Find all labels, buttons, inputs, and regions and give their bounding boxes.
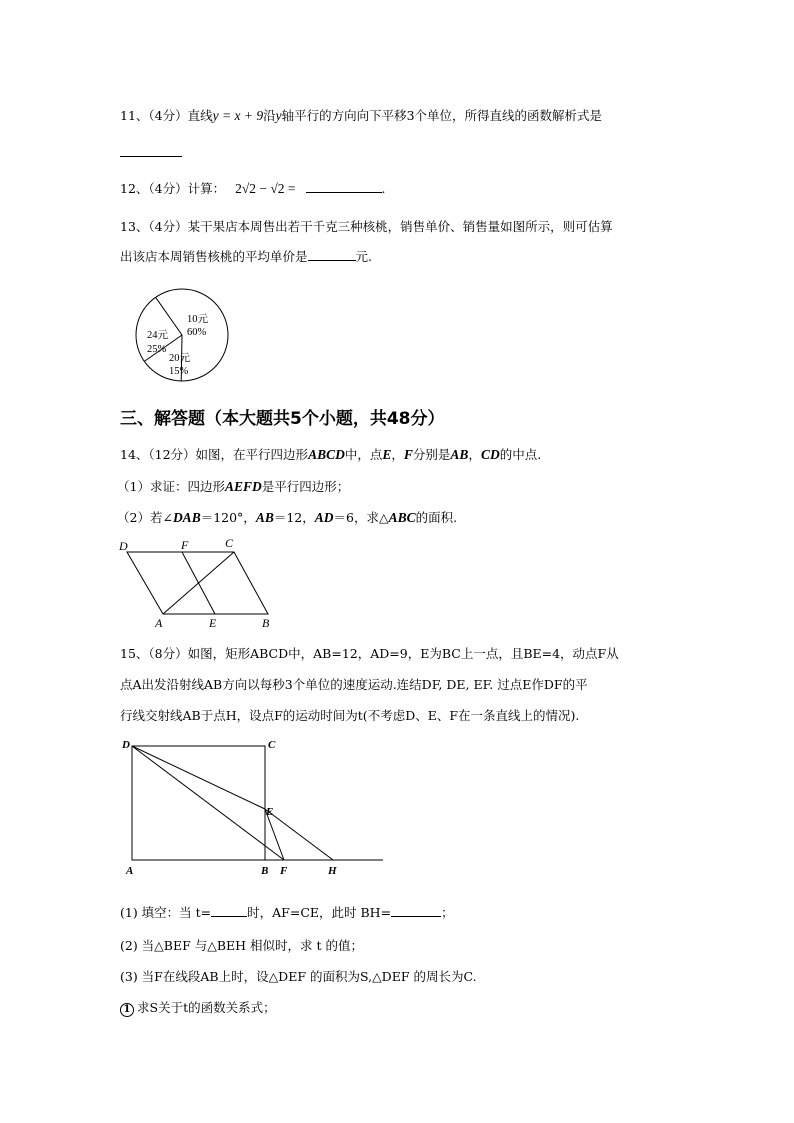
q15-s1-c: ； bbox=[441, 905, 454, 920]
q15-t-blank bbox=[211, 904, 247, 917]
slice-20-price: 20元 bbox=[169, 353, 190, 364]
segment-de bbox=[132, 746, 265, 809]
q14-p1-a: （1）求证：四边形 bbox=[117, 479, 225, 494]
label-f2: F bbox=[280, 865, 288, 877]
q13-line2-b: 元. bbox=[355, 249, 372, 264]
slice-10-percent: 60% bbox=[187, 327, 207, 338]
q14-cd: CD bbox=[480, 447, 500, 462]
circled-number-1: 1 bbox=[120, 1003, 134, 1017]
q14-abc: ABC bbox=[388, 510, 416, 525]
segment-df bbox=[132, 746, 284, 860]
slice-24-price: 24元 bbox=[147, 330, 168, 341]
label-b2: B bbox=[261, 865, 269, 877]
q14-aefd: AEFD bbox=[224, 479, 262, 494]
label-d2: D bbox=[122, 739, 130, 751]
q11-y-var: y bbox=[275, 108, 282, 123]
q12-line bbox=[120, 180, 385, 198]
q13-line2-a: 出该店本周销售核桃的平均单价是 bbox=[120, 249, 308, 264]
q15-bh-blank bbox=[391, 904, 441, 917]
label-e2: E bbox=[266, 806, 274, 818]
q13-line1: 13、（4分）某干果店本周售出若干千克三种核桃，销售单价、销售量如图所示，则可估算 bbox=[120, 219, 613, 234]
q12-answer-blank bbox=[306, 180, 382, 193]
segment-ac bbox=[163, 552, 234, 614]
q14-p2-d: ＝6，求△ bbox=[333, 510, 389, 525]
q14-comma: ， bbox=[391, 447, 404, 462]
pie-chart bbox=[135, 292, 245, 382]
q12-suffix: . bbox=[381, 181, 386, 196]
segment-eh bbox=[265, 809, 333, 860]
rectangle-diagram bbox=[118, 736, 388, 876]
q11-answer-blank bbox=[120, 144, 182, 162]
q11-equation: y = x + 9 bbox=[212, 108, 264, 123]
q14-p2-e: 的面积. bbox=[415, 510, 458, 525]
label-c: C bbox=[225, 536, 234, 550]
q14-f: F bbox=[403, 447, 413, 462]
q14-dab: DAB bbox=[172, 510, 201, 525]
parallelogram-diagram bbox=[115, 534, 275, 629]
q15-line3: 行线交射线AB于点H，设点F的运动时间为t(不考虑D、E、F在一条直线上的情况). bbox=[120, 708, 580, 723]
q13-line2 bbox=[120, 248, 372, 266]
label-e: E bbox=[209, 616, 217, 630]
q14-p2-c: ＝12， bbox=[273, 510, 315, 525]
rectangle-abcd bbox=[132, 746, 265, 860]
slice-24-percent: 25% bbox=[147, 344, 167, 355]
q15-s1-b: 时，AF=CE，此时 BH= bbox=[247, 905, 392, 920]
label-a2: A bbox=[126, 865, 134, 877]
q11-line bbox=[120, 107, 602, 125]
q14-p2-b: ＝120°， bbox=[200, 510, 256, 525]
q14-ab: AB bbox=[450, 447, 469, 462]
q14-text-d: 的中点. bbox=[499, 447, 542, 462]
q14-p2-a: （2）若∠ bbox=[117, 510, 173, 525]
q15-s1-a: (1) 填空：当 t= bbox=[120, 905, 212, 920]
q14-p1-b: 是平行四边形； bbox=[261, 479, 350, 494]
parallelogram-abcd bbox=[127, 552, 268, 614]
q14-text-b: 中，点 bbox=[344, 447, 383, 462]
q14-e: E bbox=[382, 447, 392, 462]
slice-10-price: 10元 bbox=[187, 314, 208, 325]
q14-line1: 14、（12分）如图，在平行四边形ABCD中，点E，F分别是AB，CD的中点. bbox=[120, 447, 542, 462]
label-a: A bbox=[155, 616, 163, 630]
label-f: F bbox=[181, 538, 189, 552]
slice-20-percent: 15% bbox=[169, 366, 189, 377]
q14-text-a: 14、（12分）如图，在平行四边形 bbox=[120, 447, 309, 462]
q15-line2: 点A出发沿射线AB方向以每秒3个单位的速度运动.连结DF, DE, EF. 过点E作DF的平 bbox=[120, 677, 588, 692]
q14-ad: AD bbox=[314, 510, 334, 525]
q11-mid: 沿 bbox=[263, 108, 276, 123]
q14-text-c: 分别是 bbox=[412, 447, 451, 462]
q12-prefix: 12、（4分）计算： bbox=[120, 181, 226, 196]
label-h2: H bbox=[328, 865, 337, 877]
q15-sub4 bbox=[120, 999, 276, 1017]
q11-rest: 轴平行的方向向下平移3个单位，所得直线的函数解析式是 bbox=[281, 108, 603, 123]
q15-sub2: (2) 当△BEF 与△BEH 相似时，求 t 的值； bbox=[120, 938, 364, 953]
label-b: B bbox=[262, 616, 270, 630]
q13-answer-blank bbox=[308, 248, 356, 261]
q14-abcd: ABCD bbox=[308, 447, 345, 462]
q14-part2 bbox=[117, 509, 457, 527]
q14-part1 bbox=[117, 478, 349, 496]
q14-ab2: AB bbox=[255, 510, 274, 525]
q12-expression: 2√2 − √2 = bbox=[235, 181, 296, 196]
q15-s4-text: 求S关于t的函数关系式； bbox=[137, 1000, 276, 1015]
q15-sub1 bbox=[120, 904, 454, 922]
q11-prefix: 11、（4分）直线 bbox=[120, 108, 213, 123]
label-c2: C bbox=[268, 739, 276, 751]
q15-sub3: (3) 当F在线段AB上时，设△DEF 的面积为S,△DEF 的周长为C. bbox=[120, 969, 477, 984]
q15-line1: 15、（8分）如图，矩形ABCD中，AB=12，AD=9，E为BC上一点，且BE=4，动点F从 bbox=[120, 646, 619, 661]
label-d: D bbox=[119, 539, 128, 553]
section-3-heading: 三、解答题（本大题共5个小题，共48分） bbox=[120, 409, 445, 429]
